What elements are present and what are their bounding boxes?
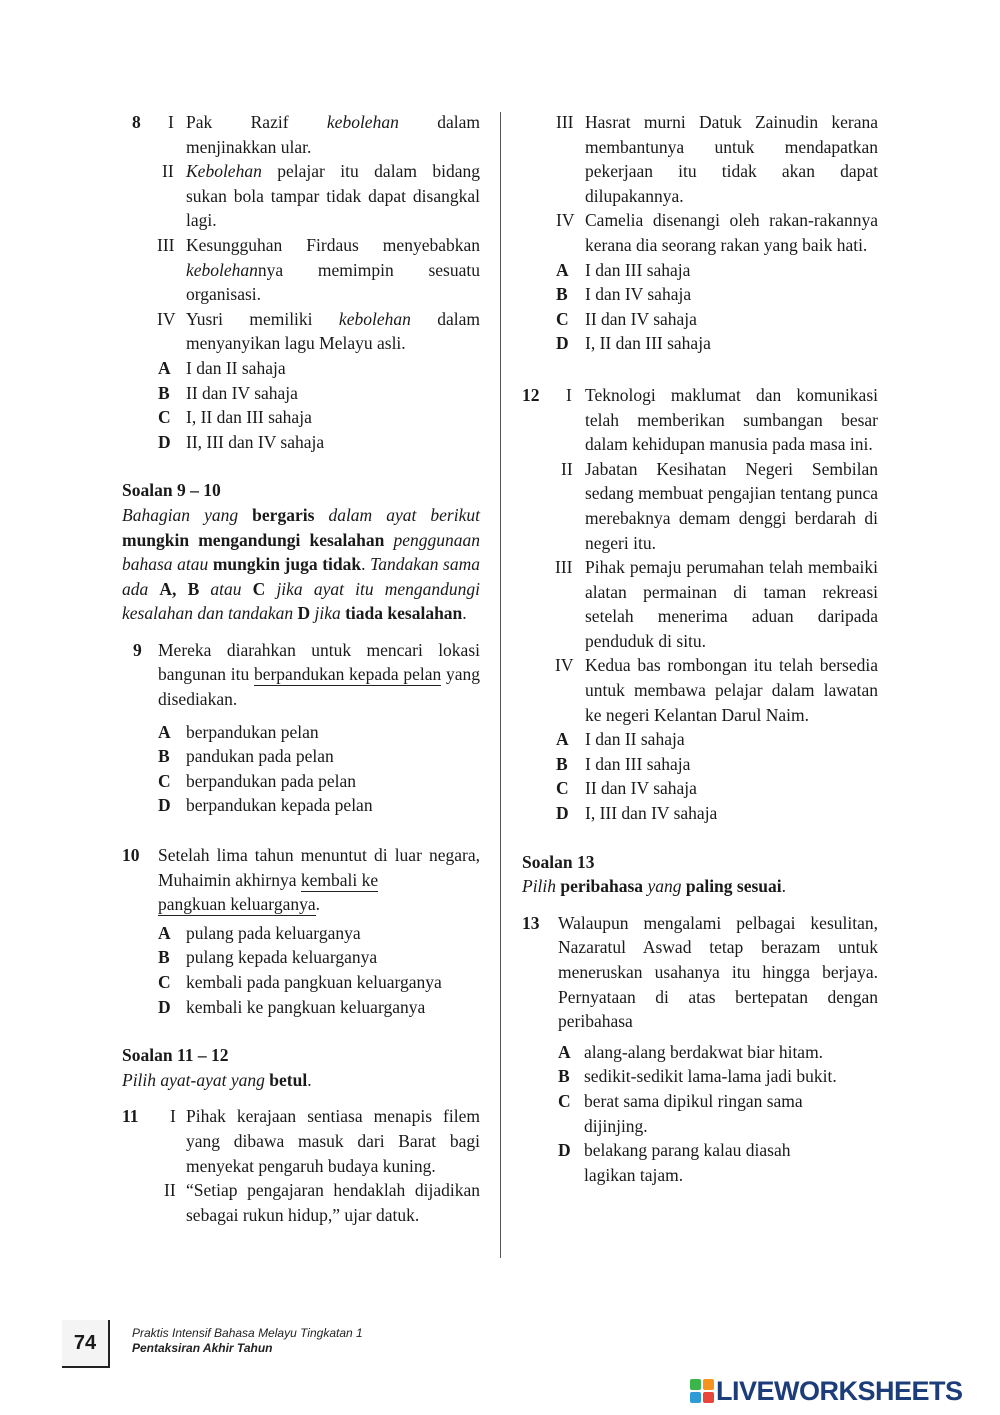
logo-square (703, 1392, 714, 1403)
question-12 (522, 383, 878, 826)
statement-text: Teknologi maklumat dan komunikasi telah memberikan sumbangan besar dalam kehidupan manusia pada masa ini. (585, 384, 878, 455)
brand-name: LIVEWORKSHEETS (716, 1375, 963, 1406)
spacer (158, 712, 480, 720)
statement-text: Jabatan Kesihatan Negeri Sembilan sedang membuat pengajian tentang punca merebaknya demam denggi berdarah di negeri itu. (585, 458, 878, 553)
logo-square (690, 1392, 701, 1403)
section-9-10 (122, 478, 480, 626)
roman-label: II (561, 458, 573, 479)
statement-text: “Setiap pengajaran hendaklah dijadikan sebagai rukun hidup,” ujar datuk. (186, 1180, 480, 1225)
instr-part: D (297, 603, 311, 624)
instr-part: Pilih (522, 876, 557, 897)
instr-part: yang (647, 876, 682, 897)
option-text: II dan IV sahaja (585, 778, 697, 799)
book-title: Praktis Intensif Bahasa Melayu Tingkatan 1 (132, 1326, 363, 1340)
statement-text: Yusri memiliki (186, 308, 339, 329)
statement-text: menjinakkan ular. (186, 136, 312, 157)
option-letter: A (158, 721, 171, 742)
section-11-12 (122, 1043, 480, 1092)
instr-part: . (361, 554, 371, 575)
statement-text: Pihak pemaju perumahan telah membaiki alatan permainan di taman rekreasi setelah menerima aduan daripada penduduk di situ. (585, 557, 878, 651)
statement-text: Kesungguhan Firdaus menyebabkan (186, 234, 480, 255)
footer-text (132, 1326, 363, 1356)
instr-part: . (462, 603, 467, 624)
keyword-italic: kebolehan (338, 308, 411, 329)
option-text: berat sama dipikul ringan sama dijinjing. (584, 1090, 803, 1136)
option-a[interactable] (158, 720, 480, 745)
option-letter: C (556, 308, 569, 329)
logo-square (690, 1379, 701, 1390)
question-number: 8 (132, 112, 141, 132)
option-d[interactable] (158, 430, 480, 455)
option-text: I dan IV sahaja (585, 284, 692, 305)
instr-part: paling sesuai (681, 876, 782, 897)
option-c[interactable] (158, 405, 480, 430)
option-letter: A (556, 729, 569, 750)
book-subtitle: Pentaksiran Akhir Tahun (132, 1341, 273, 1355)
section-instructions (122, 503, 480, 626)
option-letter: B (558, 1066, 570, 1087)
option-a[interactable] (556, 727, 878, 752)
roman-label: I (566, 384, 572, 405)
roman-label: II (164, 1180, 176, 1201)
option-b[interactable] (158, 381, 480, 406)
statement-iii (556, 110, 878, 208)
option-a[interactable] (158, 356, 480, 381)
instr-part: jika ayat itu mengandungi kesalahan dan tandakan (122, 578, 480, 624)
underlined-phrase: pangkuan keluarganya (158, 894, 316, 915)
option-letter: A (158, 357, 171, 378)
option-letter: B (158, 746, 170, 767)
option-text: berpandukan pelan (186, 721, 319, 742)
keyword-italic: Kebolehan (186, 161, 262, 182)
option-letter: C (556, 778, 569, 799)
option-text: I, II dan III sahaja (186, 407, 312, 428)
question-number: 9 (133, 639, 142, 660)
statement-i (168, 110, 480, 159)
option-text: kembali ke pangkuan keluarganya (186, 996, 426, 1017)
right-column (522, 110, 878, 1187)
instr-part: atau (199, 578, 253, 599)
option-letter: D (158, 996, 171, 1017)
option-d[interactable] (158, 793, 480, 818)
question-11-continued (522, 110, 878, 356)
statement-ii (561, 457, 878, 555)
section-title: Soalan 13 (522, 851, 595, 872)
question-number: 11 (122, 1106, 139, 1127)
option-text: I dan II sahaja (186, 357, 286, 378)
option-text: kembali pada pangkuan keluarganya (186, 972, 442, 992)
option-text: berpandukan pada pelan (186, 770, 357, 791)
instr-part: Bahagian yang (122, 504, 253, 525)
roman-label: II (162, 161, 174, 182)
option-c[interactable] (556, 776, 878, 801)
statement-iv (556, 208, 878, 257)
option-letter: C (158, 407, 171, 428)
option-letter: A (158, 922, 171, 943)
section-13 (522, 850, 878, 899)
instr-part: tiada kesalahan (345, 603, 463, 624)
option-a[interactable] (158, 921, 480, 946)
option-text: II dan IV sahaja (186, 382, 298, 403)
option-d[interactable] (158, 995, 480, 1020)
question-text-part: . (315, 894, 320, 915)
question-text: Walaupun mengalami pelbagai kesulitan, Nazaratul Aswad tetap berazam untuk meneruskan usahanya itu hingga berjaya. Pernyataan di atas bertepatan dengan peribahasa (558, 912, 878, 1032)
section-instructions (122, 1068, 480, 1093)
option-letter: C (558, 1090, 571, 1111)
roman-label: IV (157, 308, 176, 329)
word: Razif (250, 112, 289, 132)
option-letter: B (158, 382, 170, 403)
option-d[interactable] (556, 801, 878, 826)
roman-label: III (157, 234, 175, 255)
underlined-phrase: kembali ke (300, 869, 379, 890)
column-divider (500, 112, 501, 1258)
option-a[interactable] (558, 1040, 878, 1065)
roman-label: I (170, 1106, 176, 1127)
section-instructions (522, 874, 878, 899)
statement-line (186, 110, 480, 135)
option-letter: B (158, 947, 170, 968)
statement-i (170, 1104, 480, 1178)
statement-i (566, 383, 878, 457)
section-title: Soalan 9 – 10 (122, 480, 221, 501)
instr-part: bergaris (252, 504, 315, 525)
statement-text: pelajar itu dalam bidang sukan bola tampar tidak dapat disangkal lagi. (186, 161, 480, 231)
question-8 (122, 110, 480, 454)
option-c[interactable] (158, 769, 480, 794)
instr-part: Tandakan sama ada (122, 554, 481, 599)
option-letter: D (158, 431, 171, 452)
option-text: II, III dan IV sahaja (186, 431, 325, 452)
option-letter: D (558, 1140, 571, 1161)
option-text: pandukan pada pelan (186, 746, 334, 767)
option-b[interactable] (556, 752, 878, 777)
option-text: belakang parang kalau diasah lagikan tajam. (584, 1140, 791, 1185)
statement-text: dalam menyanyikan lagu Melayu asli. (186, 308, 480, 354)
question-text (158, 843, 480, 917)
question-text-part: yang disediakan. (158, 664, 480, 710)
option-b[interactable] (158, 945, 480, 970)
statement-text: Kedua bas rombongan itu telah bersedia untuk membawa pelajar dalam lawatan ke negeri Kelantan Darul Naim. (585, 655, 878, 725)
question-text-part: Mereka diarahkan untuk mencari lokasi bangunan itu (158, 639, 480, 685)
roman-label: IV (556, 210, 575, 231)
liveworksheets-logo-icon (690, 1379, 714, 1403)
page-number: 74 (62, 1320, 110, 1368)
left-column (122, 110, 480, 1227)
statement-iii (555, 555, 878, 653)
roman-label: III (556, 112, 574, 132)
option-text: pulang kepada keluarganya (186, 947, 378, 968)
option-letter: B (556, 284, 568, 305)
statement-text: nya memimpin sesuatu organisasi. (186, 259, 480, 305)
roman-label: IV (555, 655, 574, 676)
option-text: II dan IV sahaja (585, 308, 697, 329)
liveworksheets-brand[interactable] (690, 1375, 963, 1406)
option-text: I dan II sahaja (585, 729, 685, 750)
option-d[interactable] (556, 331, 878, 356)
option-text: I, II dan III sahaja (585, 333, 711, 354)
instr-part: A, B (159, 578, 200, 599)
word-italic: kebolehan (326, 112, 399, 132)
option-letter: D (158, 795, 171, 816)
option-b[interactable] (158, 744, 480, 769)
question-text-part: Setelah lima tahun menuntut di luar negara, Muhaimin akhirnya (158, 845, 480, 890)
instr-part: peribahasa (556, 876, 648, 897)
statement-text: Pihak kerajaan sentiasa menapis filem yang dibawa masuk dari Barat bagi menyekat pengaruh budaya kuning. (186, 1106, 480, 1176)
option-letter: B (556, 753, 568, 774)
instr-part: Pilih ayat-ayat yang (122, 1069, 270, 1090)
option-c[interactable] (558, 1089, 834, 1138)
option-letter: A (558, 1041, 571, 1062)
question-number: 12 (522, 384, 540, 405)
word: Pak (186, 112, 213, 132)
question-11 (122, 1104, 480, 1227)
option-c[interactable] (556, 307, 878, 332)
option-letter: C (158, 972, 171, 992)
option-b[interactable] (558, 1064, 878, 1089)
instr-part: mungkin mengandungi kesalahan (122, 529, 385, 550)
roman-label: III (555, 557, 573, 578)
option-a[interactable] (556, 258, 878, 283)
option-c[interactable] (158, 970, 480, 995)
instr-part: mungkin juga tidak (212, 554, 362, 575)
underlined-phrase: berpandukan kepada pelan (253, 664, 442, 685)
instr-part: C (252, 578, 266, 599)
option-text: sedikit-sedikit lama-lama jadi bukit. (584, 1066, 837, 1087)
instr-part: jika (310, 603, 346, 624)
option-letter: D (556, 333, 569, 354)
option-letter: D (556, 803, 569, 824)
option-text: pulang pada keluarganya (186, 922, 361, 943)
statement-iii (157, 233, 480, 307)
instr-part: penggunaan bahasa atau (122, 529, 480, 575)
statement-text: Hasrat murni Datuk Zainudin kerana membantunya untuk mendapatkan pekerjaan itu tidak akan dapat dilupakannya. (585, 112, 878, 206)
question-13 (522, 911, 878, 1188)
option-text: I dan III sahaja (585, 259, 691, 280)
instr-part: betul (269, 1069, 308, 1090)
statement-ii (164, 1178, 480, 1227)
question-9 (122, 638, 480, 818)
instr-part: dalam ayat berikut (314, 504, 480, 525)
question-10 (122, 843, 480, 1019)
statement-text: Camelia disenangi oleh rakan-rakannya kerana dia seorang rakan yang baik hati. (585, 210, 878, 255)
question-text (158, 638, 480, 712)
option-text: alang-alang berdakwat biar hitam. (584, 1041, 824, 1062)
instr-part: . (307, 1069, 312, 1090)
option-text: I, III dan IV sahaja (585, 803, 718, 824)
option-b[interactable] (556, 282, 878, 307)
question-number: 13 (522, 912, 540, 933)
option-d[interactable] (558, 1138, 824, 1187)
statement-iv (157, 307, 480, 356)
logo-square (703, 1379, 714, 1390)
option-letter: C (158, 770, 171, 791)
statement-iv (555, 653, 878, 727)
statement-ii (162, 159, 480, 233)
option-text: I dan III sahaja (585, 753, 691, 774)
roman-label: I (168, 112, 174, 132)
instr-part: . (781, 876, 787, 897)
option-letter: A (556, 259, 569, 280)
option-text: berpandukan kepada pelan (186, 795, 373, 816)
question-number: 10 (122, 845, 140, 866)
keyword-italic: kebolehan (186, 259, 258, 280)
word: dalam (437, 112, 480, 132)
section-title: Soalan 11 – 12 (122, 1045, 229, 1066)
